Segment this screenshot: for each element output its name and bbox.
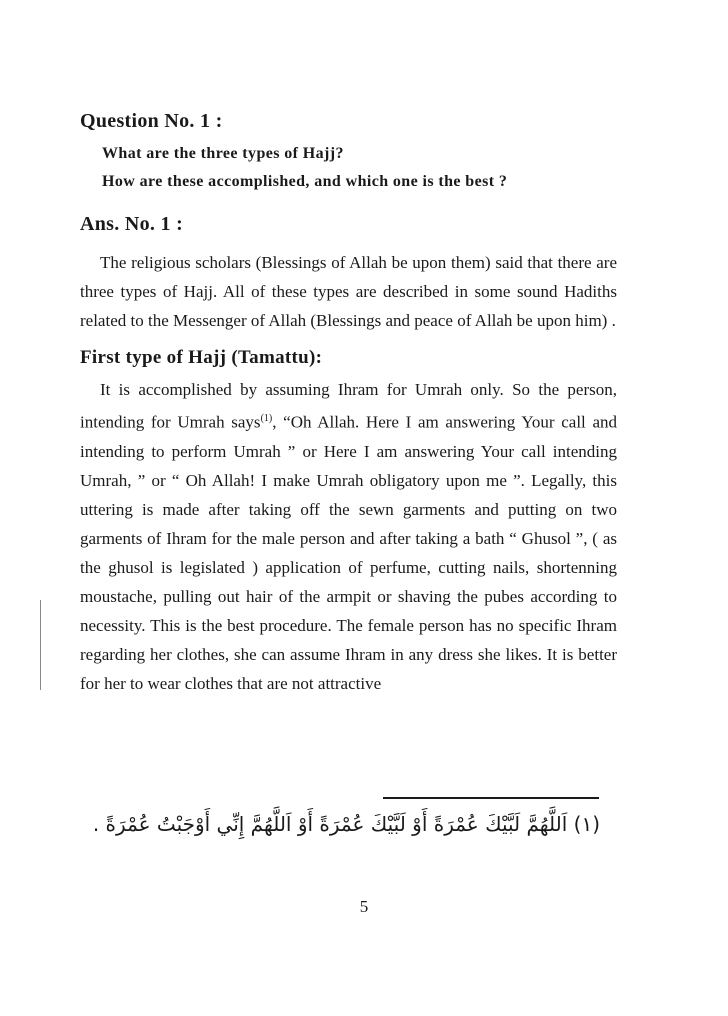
footnote-reference: (1) xyxy=(260,413,273,424)
page-number: 5 xyxy=(359,897,369,916)
page-content xyxy=(80,110,617,698)
first-type-heading: First type of Hajj (Tamattu): xyxy=(80,347,323,368)
arabic-footnote: (١) اَللَّهُمَّ لَبَّيْكَ عُمْرَةً أَوْ لَبَّيْكَ عُمْرَةً أَوْ اَللَّهُمَّ إِنِّي أَوْجَبْتُ عُمْرَةً . xyxy=(92,812,600,836)
first-type-paragraph xyxy=(80,375,617,698)
answer-paragraph: The religious scholars (Blessings of Allah be upon them) said that there are three types of Hajj. All of these types are described in some sound Hadiths related to the Messenger of Allah (Blessings and peace of Allah be upon him) . xyxy=(80,253,617,330)
answer-heading: Ans. No. 1 : xyxy=(80,213,184,235)
question-line: What are the three types of Hajj? xyxy=(102,145,344,162)
question-heading: Question No. 1 : xyxy=(80,110,223,132)
first-type-text-part1: It is accomplished by assuming Ihram for Umrah only. So the person, intending for Umrah says xyxy=(80,380,617,432)
first-type-text-part2: , “Oh Allah. Here I am answering Your call and intending to perform Umrah ” or Here I am answering Your call intending Umrah, ” or “ Oh Allah! I make Umrah obligatory upon me ”. Legally, this uttering is made after taking off the sewn garments and putting on two garments of Ihram for the male person and after taking a bath “ Ghusol ”, ( as the ghusol is legislated ) application of perfume, cutting nails, shortenning moustache, pulling out hair of the armpit or shaving the pubes according to necessity. This is the best procedure. The female person has no specific Ihram regarding her clothes, she can assume Ihram in any dress she likes. It is better for her to wear clothes that are not attractive xyxy=(80,412,617,693)
question-line: How are these accomplished, and which one is the best ? xyxy=(102,173,508,190)
footnote-divider xyxy=(383,797,599,799)
margin-mark xyxy=(40,600,41,690)
